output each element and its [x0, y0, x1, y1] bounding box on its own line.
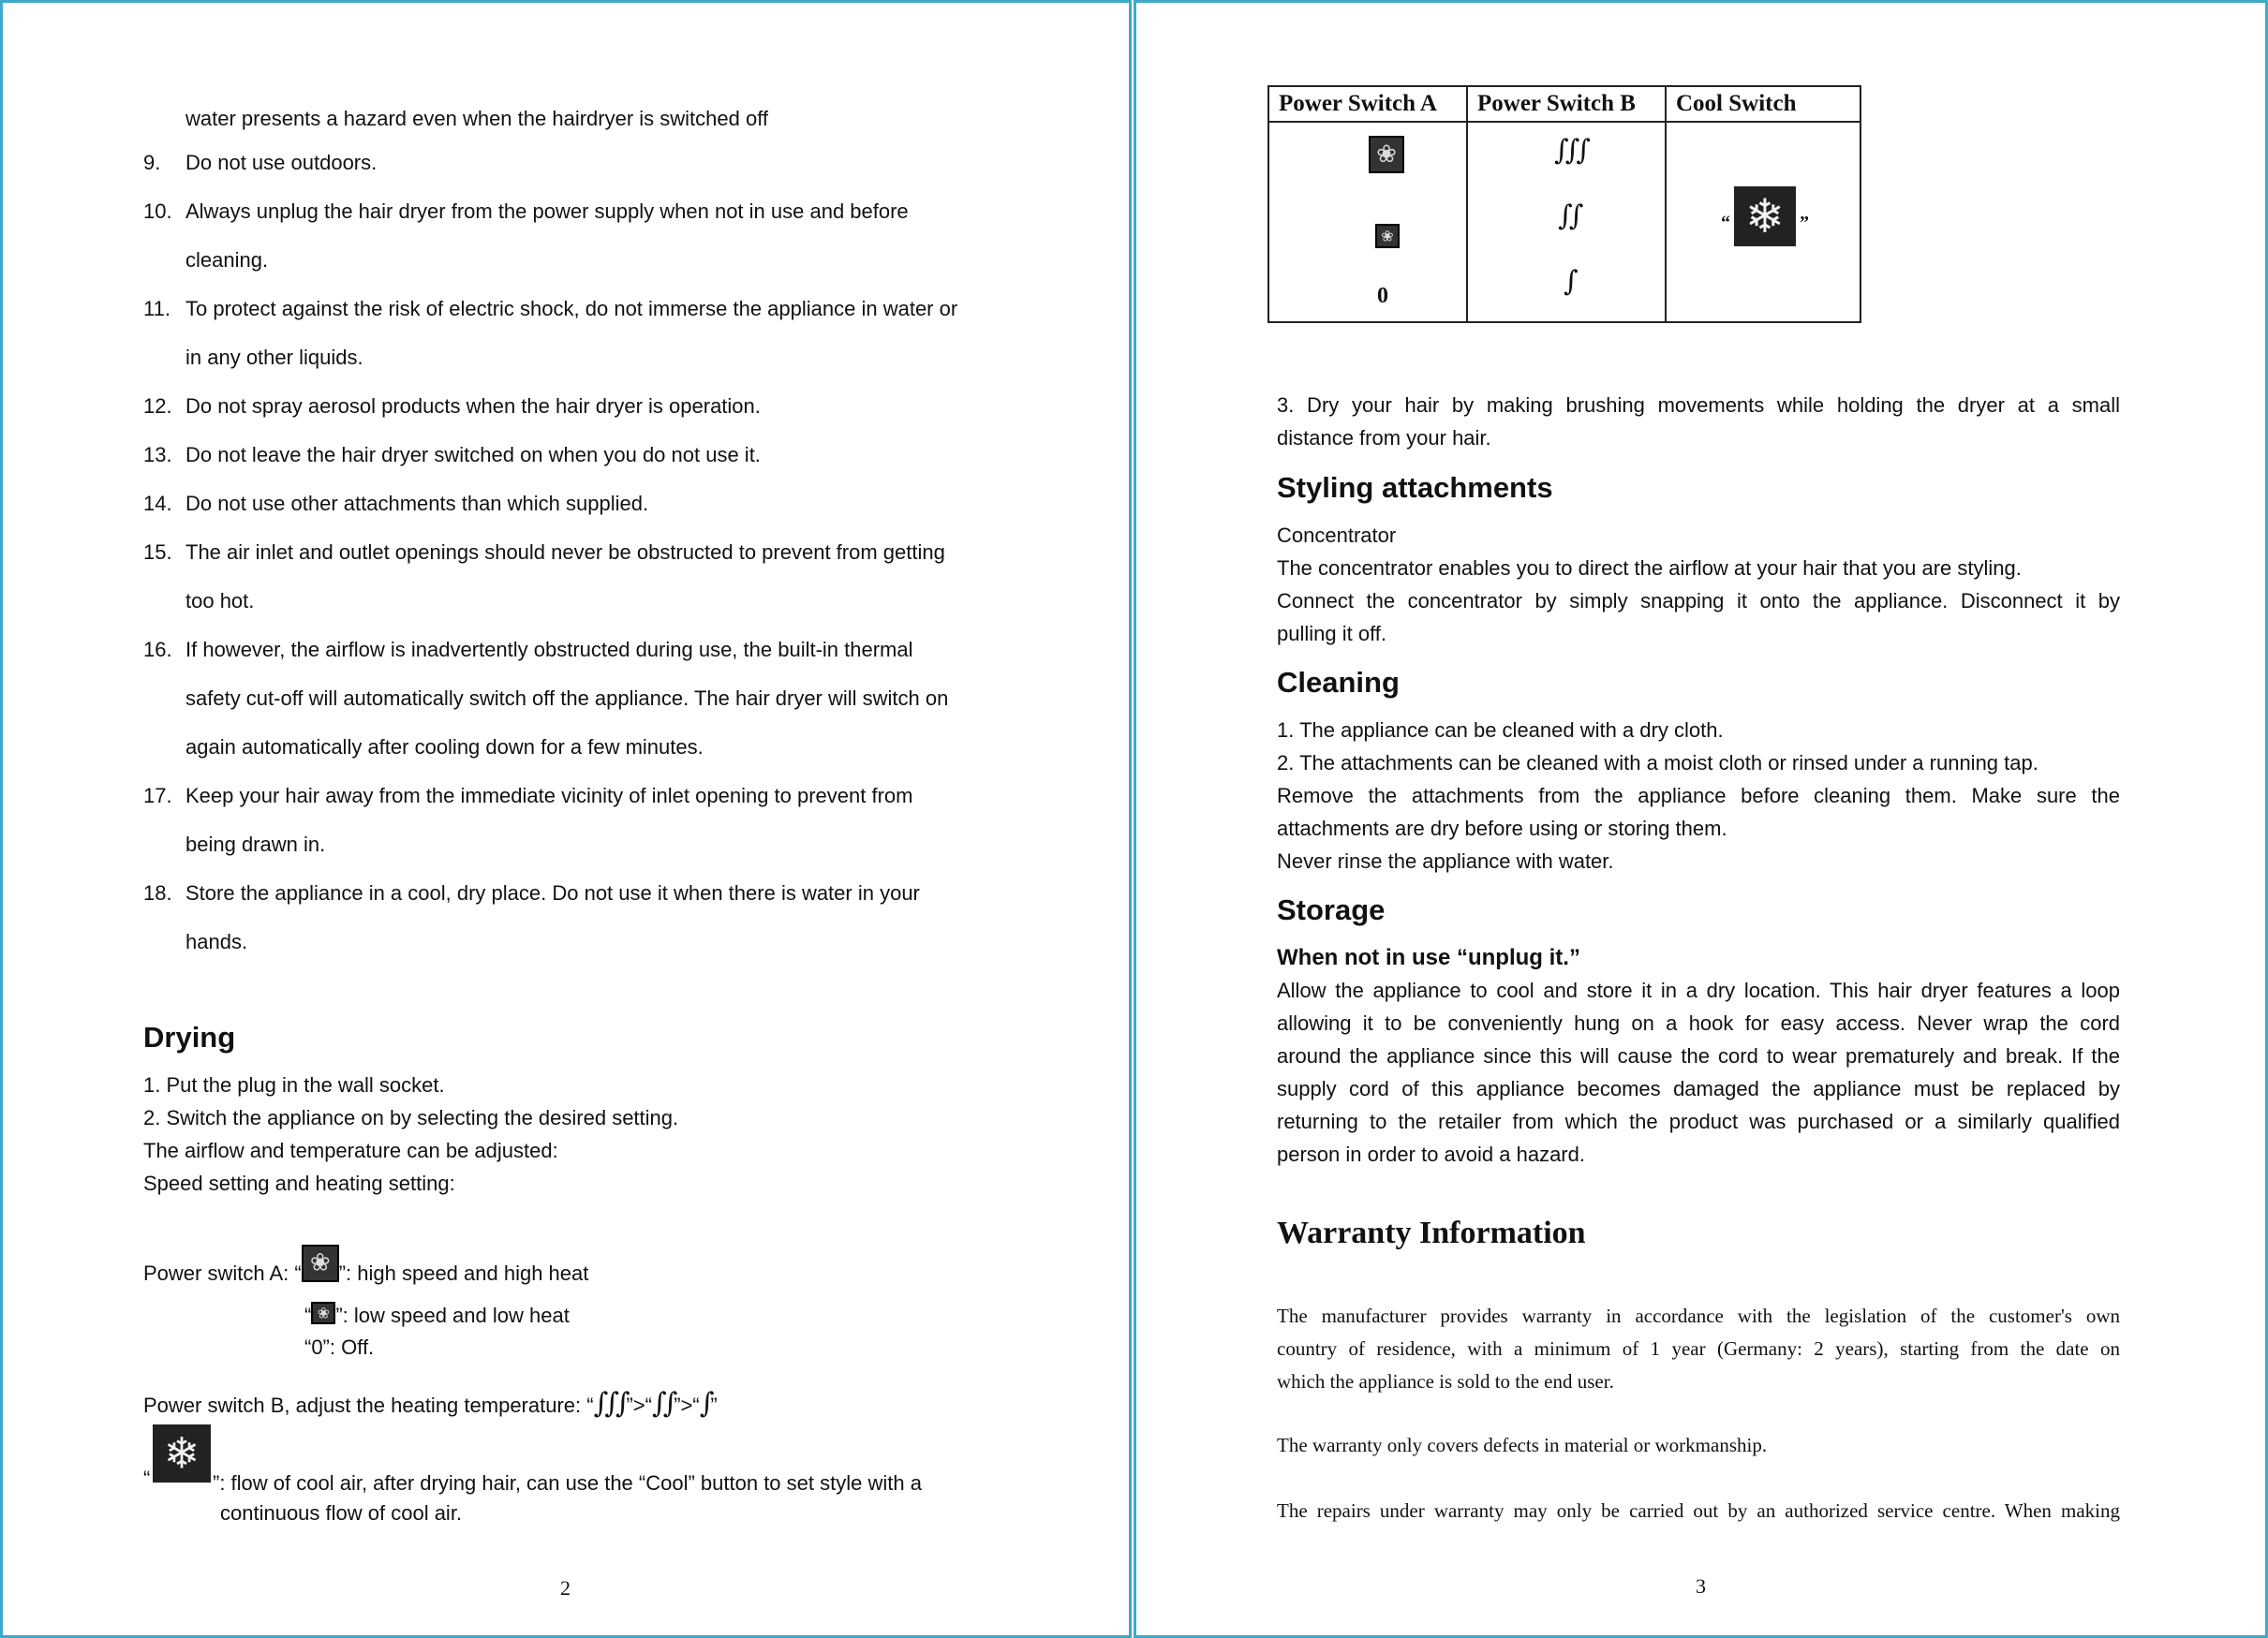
heat-low-icon: ∫	[699, 1387, 711, 1420]
drying-line: 2. Switch the appliance on by selecting the desired setting.	[143, 1106, 679, 1129]
text-line: which the appliance is sold to the end user.	[1277, 1370, 1614, 1393]
cool-switch-text: continuous flow of cool air.	[220, 1501, 463, 1525]
text-line: 3. Dry your hair by making brushing movements while holding the dryer at a small	[1277, 393, 2120, 417]
heat-separator: ”>“	[626, 1394, 652, 1417]
list-item-number: 12.	[143, 394, 172, 418]
list-item-number: 15.	[143, 540, 172, 564]
cleaning-paragraph	[1277, 714, 2120, 878]
concentrator-subheading: Concentrator	[1277, 524, 1397, 547]
styling-heading: Styling attachments	[1277, 471, 1553, 504]
page-number: 3	[1696, 1574, 1706, 1598]
quote-mark: ”	[1800, 213, 1809, 233]
text-line: Remove the attachments from the appliance before cleaning them. Make sure the	[1277, 784, 2120, 807]
switch-b-cell	[1467, 122, 1666, 322]
text-line: allowing it to be conveniently hung on a hook for easy access. Never wrap the cord	[1277, 1011, 2120, 1035]
text-line: around the appliance since this will cause the cord to wear prematurely and break. If the	[1277, 1044, 2120, 1068]
switch-table	[1267, 85, 1861, 323]
drying-line: Speed setting and heating setting:	[143, 1172, 455, 1195]
list-item-text: The air inlet and outlet openings should never be obstructed to prevent from getting	[185, 540, 945, 564]
text-line: The concentrator enables you to direct the airflow at your hair that you are styling.	[1277, 556, 2022, 580]
heat-separator: ”>“	[674, 1394, 700, 1417]
list-item-text: To protect against the risk of electric shock, do not immerse the appliance in water or	[185, 297, 958, 320]
styling-paragraph	[1277, 552, 2120, 650]
switch-a-off-text: “0”: Off.	[304, 1335, 375, 1359]
safety-continuation: water presents a hazard even when the hairdryer is switched off	[185, 107, 769, 130]
fan-high-icon	[1369, 136, 1404, 173]
switch-a-high-line	[143, 1256, 588, 1293]
text-line: supply cord of this appliance becomes damaged the appliance must be replaced by	[1277, 1077, 2120, 1100]
heat-high-icon: ∫∫∫	[593, 1387, 627, 1420]
quote-mark: ”	[710, 1394, 718, 1417]
storage-paragraph	[1277, 974, 2120, 1171]
list-item-text: again automatically after cooling down for a few minutes.	[185, 735, 704, 759]
drying-line: 1. Put the plug in the wall socket.	[143, 1073, 445, 1097]
list-item-text: Store the appliance in a cool, dry place. Do not use it when there is water in your	[185, 881, 920, 905]
warranty-paragraph	[1277, 1300, 2120, 1398]
list-item-number: 18.	[143, 881, 172, 905]
off-label: 0	[1377, 284, 1388, 308]
list-item-text: Do not use outdoors.	[185, 151, 378, 174]
warranty-paragraph: The repairs under warranty may only be carried out by an authorized service centre. When making	[1277, 1499, 2120, 1522]
switch-a-label: Power switch A: “	[143, 1261, 302, 1285]
text-line: Connect the concentrator by simply snapping it onto the appliance. Disconnect it by	[1277, 589, 2120, 612]
heat-medium-icon: ∫∫	[1558, 199, 1580, 232]
text-line: pulling it off.	[1277, 622, 1387, 645]
switch-a-low-line	[304, 1299, 570, 1332]
fan-low-icon	[311, 1302, 335, 1324]
list-item-number: 13.	[143, 443, 172, 466]
cool-switch-cell	[1666, 122, 1860, 322]
list-item-text: Do not spray aerosol products when the hair dryer is operation.	[185, 394, 761, 418]
list-item-text: in any other liquids.	[185, 346, 363, 369]
fan-low-icon	[1375, 224, 1400, 248]
list-item-number: 11.	[143, 297, 170, 320]
fan-high-icon	[302, 1245, 339, 1282]
heat-high-icon: ∫∫∫	[1554, 134, 1587, 167]
list-item-text: hands.	[185, 930, 248, 953]
warranty-paragraph: The warranty only covers defects in material or workmanship.	[1277, 1434, 1768, 1456]
text-line: Never rinse the appliance with water.	[1277, 849, 1614, 873]
quote-mark: “	[304, 1304, 312, 1327]
table-header: Power Switch A	[1268, 86, 1467, 122]
list-item-number: 14.	[143, 492, 172, 515]
switch-a-cell	[1268, 122, 1467, 322]
list-item-number: 10.	[143, 199, 172, 223]
storage-subheading: When not in use “unplug it.”	[1277, 945, 1580, 970]
quote-mark: “	[1721, 213, 1730, 233]
text-line: country of residence, with a minimum of 1 year (Germany: 2 years), starting from the date on	[1277, 1337, 2120, 1360]
text-line: Allow the appliance to cool and store it in a dry location. This hair dryer features a loop	[1277, 979, 2120, 1002]
manual-page-right	[1134, 0, 2268, 1638]
switch-a-high-text: ”: high speed and high heat	[338, 1261, 589, 1285]
snowflake-cool-icon	[1734, 186, 1796, 246]
table-header: Power Switch B	[1467, 86, 1666, 122]
snowflake-cool-icon	[153, 1424, 211, 1483]
cool-switch-text: ”: flow of cool air, after drying hair, can use the “Cool” button to set style with a	[213, 1471, 922, 1495]
cleaning-heading: Cleaning	[1277, 666, 1400, 699]
text-line: returning to the retailer from which the product was purchased or a similarly qualified	[1277, 1110, 2120, 1133]
list-item-text: cleaning.	[185, 248, 269, 272]
list-item-text: If however, the airflow is inadvertently obstructed during use, the built-in thermal	[185, 638, 913, 661]
manual-page-left	[0, 0, 1132, 1638]
list-item-text: too hot.	[185, 589, 255, 612]
list-item-number: 16.	[143, 638, 172, 661]
storage-heading: Storage	[1277, 893, 1386, 926]
quote-mark: “	[143, 1467, 151, 1490]
warranty-heading: Warranty Information	[1277, 1216, 1586, 1250]
switch-b-label: Power switch B, adjust the heating temperature: “	[143, 1394, 594, 1417]
drying-line: The airflow and temperature can be adjusted:	[143, 1139, 558, 1162]
text-line: 2. The attachments can be cleaned with a moist cloth or rinsed under a running tap.	[1277, 751, 2038, 775]
text-line: attachments are dry before using or storing them.	[1277, 817, 1727, 840]
page-number: 2	[560, 1576, 571, 1600]
heat-medium-icon: ∫∫	[651, 1387, 674, 1420]
list-item-text: Do not leave the hair dryer switched on when you do not use it.	[185, 443, 761, 466]
drying-heading: Drying	[143, 1021, 236, 1054]
list-item-text: being drawn in.	[185, 833, 326, 856]
heat-low-icon: ∫	[1564, 265, 1575, 298]
switch-a-low-text: ”: low speed and low heat	[335, 1304, 570, 1327]
list-item-number: 17.	[143, 784, 172, 807]
list-item-text: Do not use other attachments than which supplied.	[185, 492, 649, 515]
text-line: The manufacturer provides warranty in accordance with the legislation of the customer's own	[1277, 1305, 2120, 1327]
list-item-text: Always unplug the hair dryer from the power supply when not in use and before	[185, 199, 909, 223]
list-item-text: safety cut-off will automatically switch off the appliance. The hair dryer will switch on	[185, 686, 949, 710]
list-item-text: Keep your hair away from the immediate vicinity of inlet opening to prevent from	[185, 784, 913, 807]
text-line: distance from your hair.	[1277, 426, 1491, 450]
switch-b-line	[143, 1387, 718, 1422]
list-item-number: 9.	[143, 151, 161, 174]
text-line: 1. The appliance can be cleaned with a dry cloth.	[1277, 718, 1724, 742]
step3-paragraph	[1277, 389, 2120, 454]
table-header: Cool Switch	[1666, 86, 1860, 122]
text-line: person in order to avoid a hazard.	[1277, 1143, 1585, 1166]
